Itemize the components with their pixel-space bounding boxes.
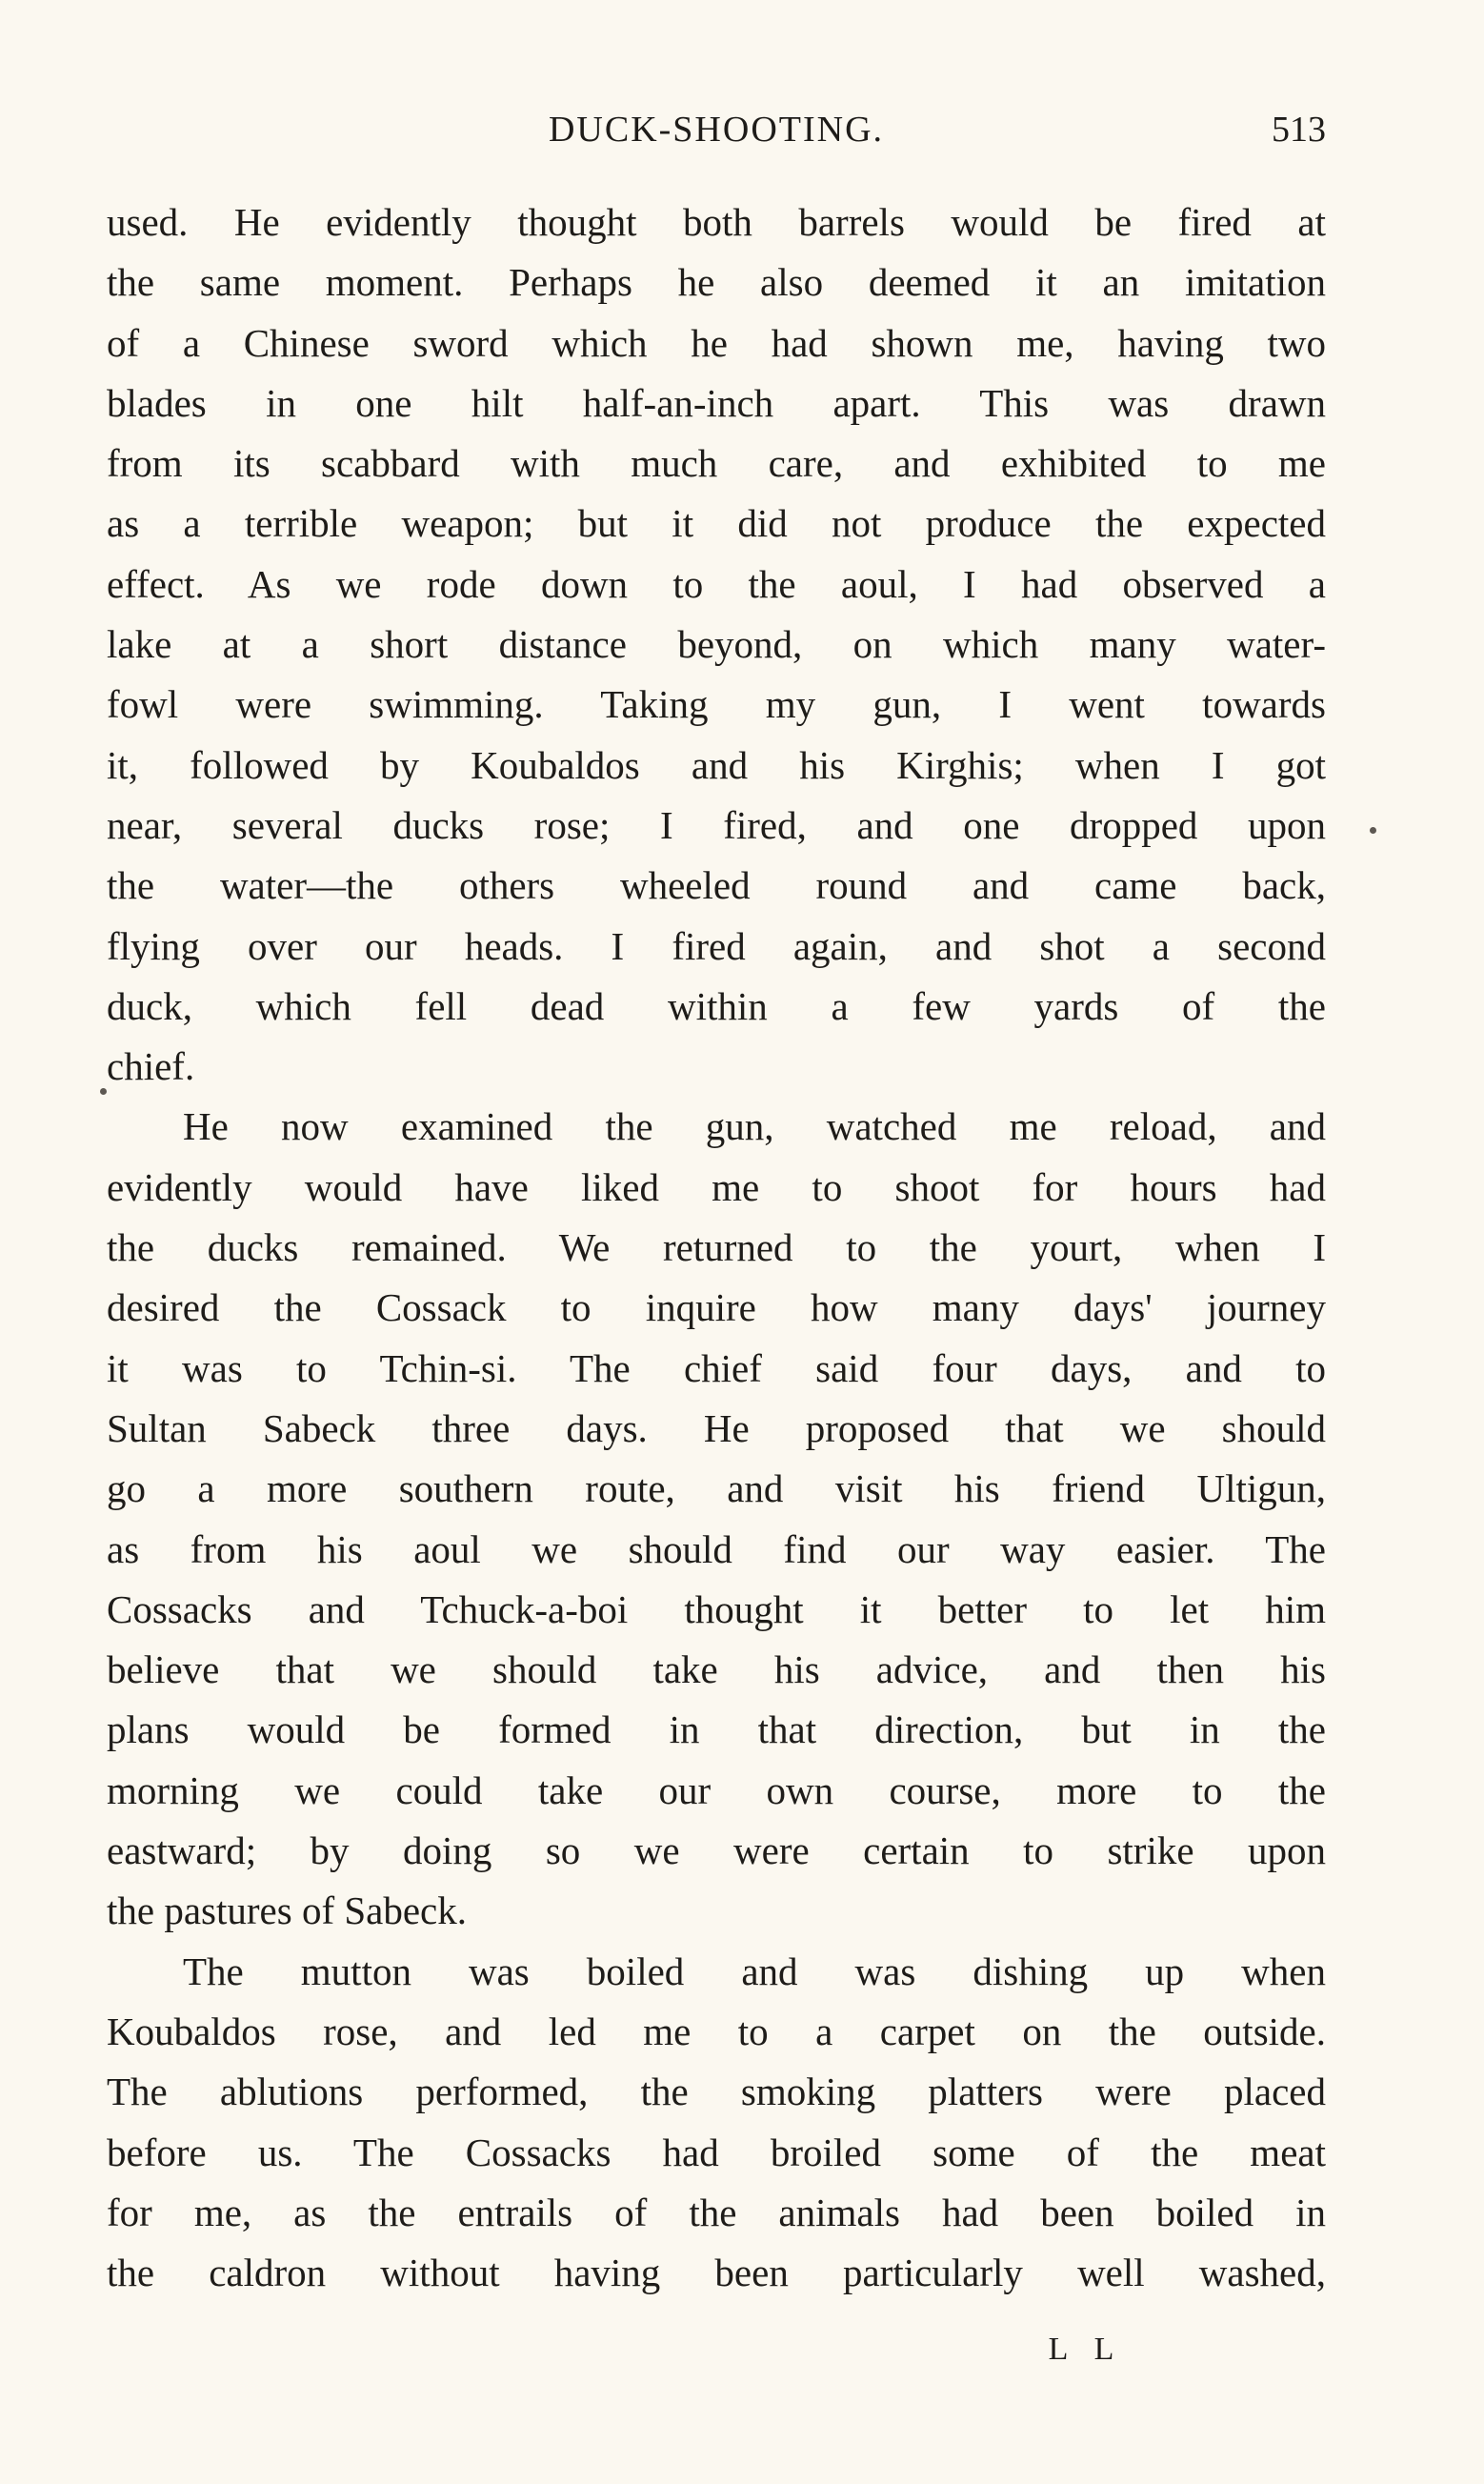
body-text: [107, 192, 1326, 2303]
text-line-33: before us. The Cossacks had broiled some of the meat: [107, 2130, 1326, 2174]
text-line-5: from its scabbard with much care, and exhibited to me: [107, 441, 1326, 486]
text-line-26: plans would be formed in that direction, but in the: [107, 1707, 1326, 1752]
text-line-27: morning we could take our own course, more to the: [107, 1767, 1326, 1812]
text-line-14: duck, which fell dead within a few yards of the: [107, 983, 1326, 1028]
signature-mark: L L: [1048, 2332, 1124, 2367]
text-line-29: the pastures of Sabeck.: [107, 1888, 467, 1933]
text-line-13: flying over our heads. I fired again, and shot a second: [107, 923, 1326, 968]
margin-speck: [100, 1088, 107, 1095]
running-head: DUCK-SHOOTING.: [548, 110, 885, 150]
text-line-23: as from his aoul we should find our way easier. The: [107, 1526, 1326, 1571]
text-line-11: near, several ducks rose; I fired, and one dropped upon: [107, 802, 1326, 847]
text-line-6: as a terrible weapon; but it did not produce the expected: [107, 501, 1326, 546]
text-line-4: blades in one hilt half-an-inch apart. This was drawn: [107, 380, 1326, 425]
text-line-34: for me, as the entrails of the animals had been boiled in: [107, 2190, 1326, 2234]
margin-speck: [1370, 827, 1376, 834]
text-line-8: lake at a short distance beyond, on which many water-: [107, 622, 1326, 667]
text-line-1: used. He evidently thought both barrels would be fired at: [107, 200, 1326, 244]
text-line-31: Koubaldos rose, and led me to a carpet on the outside.: [107, 2009, 1326, 2053]
text-line-10: it, followed by Koubaldos and his Kirghis; when I got: [107, 742, 1326, 787]
text-line-18: the ducks remained. We returned to the yourt, when I: [107, 1225, 1326, 1270]
text-line-30: The mutton was boiled and was dishing up when: [183, 1949, 1326, 1993]
page-number: 513: [1272, 110, 1326, 150]
text-line-15: chief.: [107, 1044, 195, 1089]
text-line-25: believe that we should take his advice, and then his: [107, 1647, 1326, 1692]
text-line-12: the water—the others wheeled round and came back,: [107, 863, 1326, 908]
text-line-3: of a Chinese sword which he had shown me, having two: [107, 320, 1326, 365]
text-line-7: effect. As we rode down to the aoul, I had observed a: [107, 561, 1326, 606]
text-line-24: Cossacks and Tchuck-a-boi thought it better to let him: [107, 1586, 1326, 1631]
text-line-20: it was to Tchin-si. The chief said four days, and to: [107, 1345, 1326, 1390]
text-line-9: fowl were swimming. Taking my gun, I went towards: [107, 682, 1326, 727]
text-line-19: desired the Cossack to inquire how many days' journey: [107, 1285, 1326, 1330]
text-line-28: eastward; by doing so we were certain to strike upon: [107, 1828, 1326, 1873]
text-line-22: go a more southern route, and visit his friend Ultigun,: [107, 1466, 1326, 1511]
text-line-35: the caldron without having been particularly well washed,: [107, 2251, 1326, 2295]
text-line-17: evidently would have liked me to shoot for hours had: [107, 1164, 1326, 1209]
text-line-21: Sultan Sabeck three days. He proposed that we should: [107, 1405, 1326, 1450]
text-line-2: the same moment. Perhaps he also deemed it an imitation: [107, 260, 1326, 305]
text-line-16: He now examined the gun, watched me reload, and: [183, 1104, 1326, 1149]
text-line-32: The ablutions performed, the smoking platters were placed: [107, 2070, 1326, 2114]
page-header: [107, 103, 1326, 156]
